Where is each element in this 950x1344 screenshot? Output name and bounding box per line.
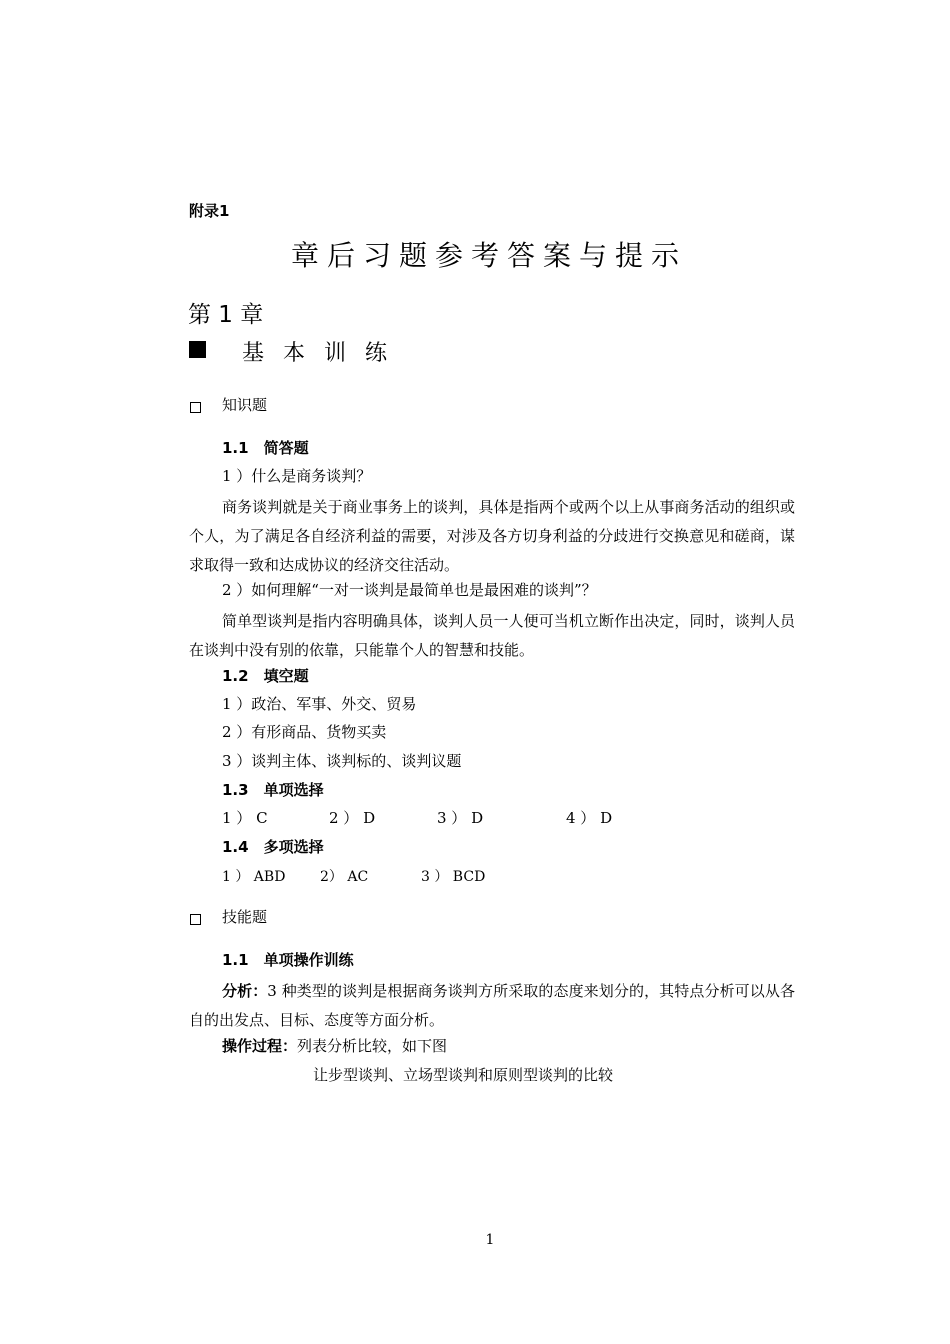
fill-answer-1: 1 ）政治、军事、外交、贸易 [222,695,417,713]
analysis-label: 分析： [222,982,268,1000]
section-title: 基 本 训 练 [242,341,393,366]
appendix-label: 附录1 [189,202,230,220]
fill-answer-3: 3 ）谈判主体、谈判标的、谈判议题 [222,752,462,770]
filled-square-icon [189,341,206,362]
multi-answer-2: 2） AC [320,869,369,885]
subheading-1-2: 1.2 填空题 [222,667,309,685]
single-answer-4: 4 ） D [566,809,613,827]
subheading-1-1: 1.1 简答题 [222,439,309,457]
page-number: 1 [485,1232,495,1248]
analysis-text: 3 种类型的谈判是根据商务谈判方所采取的态度来划分的，其特点分析可以从各自的出发点、目标、态度等方面分析。 [189,982,795,1029]
checkbox-square-icon [190,398,201,417]
subheading-1-3: 1.3 单项选择 [222,781,324,799]
table-caption: 让步型谈判、立场型谈判和原则型谈判的比较 [313,1066,614,1084]
checkbox-square-icon [190,910,201,929]
multi-answer-1: 1 ） ABD [222,869,286,885]
main-title: 章后习题参考答案与提示 [290,239,687,272]
process-text: 列表分析比较，如下图 [297,1037,448,1055]
knowledge-heading: 知识题 [222,396,268,414]
subheading-1-4: 1.4 多项选择 [222,838,324,856]
process-label: 操作过程： [222,1037,298,1055]
single-answer-2: 2 ） D [329,809,376,827]
subheading-skills-1-1: 1.1 单项操作训练 [222,951,354,969]
process-line [222,1035,447,1056]
question-2: 2 ）如何理解“一对一谈判是最简单也是最困难的谈判”？ [222,581,597,599]
single-answer-3: 3 ） D [437,809,484,827]
single-answer-1: 1 ） C [222,809,268,827]
multi-answer-3: 3 ） BCD [421,869,486,885]
answer-2: 简单型谈判是指内容明确具体，谈判人员一人便可当机立断作出决定，同时，谈判人员在谈判中没有别的依靠，只能靠个人的智慧和技能。 [189,612,795,659]
answer-1: 商务谈判就是关于商业事务上的谈判，具体是指两个或两个以上从事商务活动的组织或个人，为了满足各自经济利益的需要，对涉及各方切身利益的分歧进行交换意见和磋商，谋求取得一致和达成协议的经济交往活动。 [189,498,795,574]
question-1: 1 ）什么是商务谈判？ [222,467,372,485]
chapter-heading: 第 1 章 [188,302,264,328]
fill-answer-2: 2 ）有形商品、货物买卖 [222,723,387,741]
skills-heading: 技能题 [222,908,268,926]
analysis-paragraph [189,977,795,1035]
